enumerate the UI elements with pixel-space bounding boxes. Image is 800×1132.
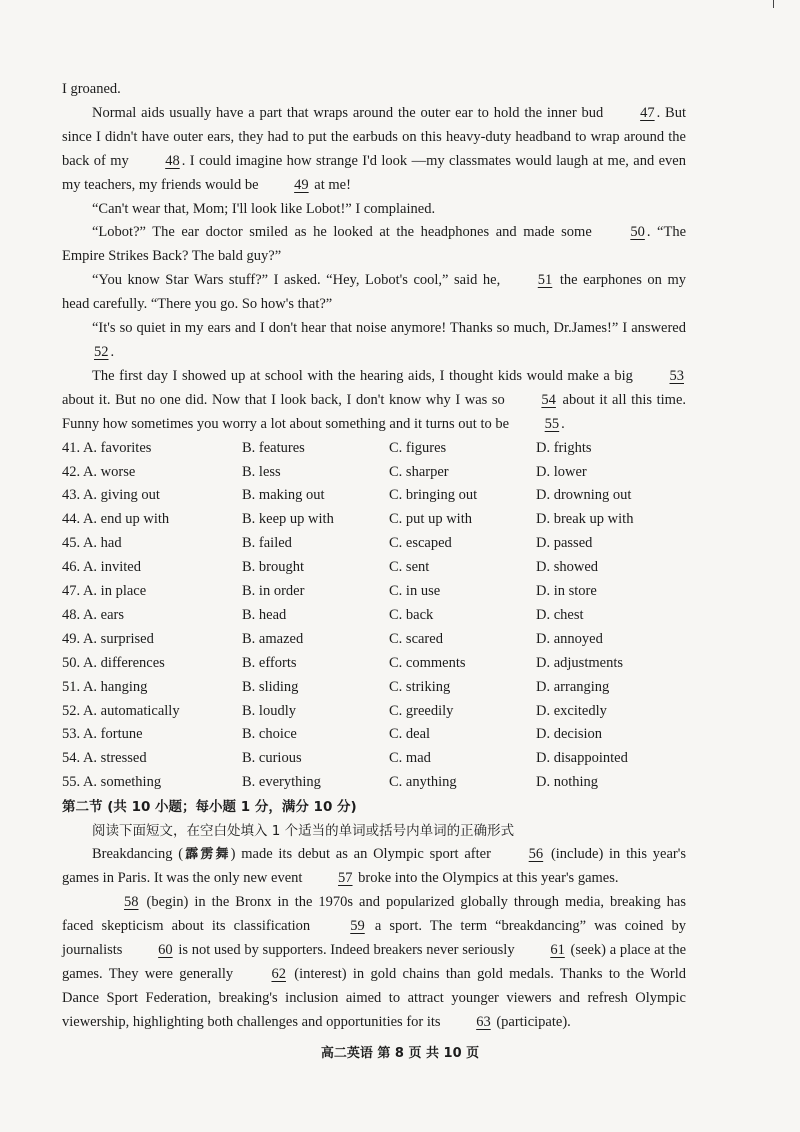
option-a-text: A. stressed — [82, 750, 147, 767]
option-c: C. escaped — [389, 535, 452, 552]
option-row — [62, 723, 686, 747]
question-number: 54. — [62, 750, 81, 767]
option-a-text: A. hanging — [82, 678, 148, 695]
blank-54: 54 — [541, 391, 556, 408]
option-a-text: A. invited — [82, 559, 141, 576]
option-row — [62, 580, 686, 604]
option-row — [62, 437, 686, 461]
question-number: 52. — [62, 702, 81, 719]
option-b: B. choice — [242, 726, 297, 743]
option-b: B. failed — [242, 535, 292, 552]
paragraph-groaned: I groaned. — [62, 81, 121, 97]
blank-55: 55 — [544, 415, 560, 432]
blank-60: 60 — [158, 941, 173, 958]
blank-51: 51 — [537, 272, 553, 289]
options-list — [62, 437, 686, 796]
blank-48: 48 — [165, 152, 180, 169]
option-a-text: A. end up with — [82, 511, 170, 528]
option-a-text: A. differences — [82, 654, 165, 671]
question-number: 42. — [62, 463, 81, 480]
paragraph-complained: “Can't wear that, Mom; I'll look like Lobot!” I complained. — [92, 200, 436, 217]
option-d: D. decision — [536, 726, 603, 743]
option-a — [62, 771, 242, 795]
option-row — [62, 461, 686, 485]
option-a-text: A. giving out — [82, 487, 160, 504]
blank-47: 47 — [640, 104, 655, 121]
blank-52: 52 — [94, 343, 109, 360]
option-a-text: A. in place — [82, 583, 147, 600]
option-c: C. bringing out — [389, 487, 478, 504]
exam-page — [62, 78, 686, 1034]
option-b: B. curious — [242, 750, 302, 767]
option-c: C. put up with — [389, 511, 472, 528]
option-b: B. keep up with — [242, 511, 334, 528]
option-c: C. sent — [389, 559, 430, 576]
option-a — [62, 484, 242, 508]
option-row — [62, 532, 686, 556]
option-c: C. anything — [389, 774, 457, 791]
question-number: 46. — [62, 559, 81, 576]
option-d: D. annoyed — [536, 630, 603, 647]
option-row — [62, 628, 686, 652]
option-b: B. less — [242, 463, 281, 480]
option-row — [62, 556, 686, 580]
blank-49: 49 — [294, 176, 309, 193]
option-a-text: A. had — [82, 535, 122, 552]
option-d: D. nothing — [536, 774, 599, 791]
paragraph-star-wars: “You know Star Wars stuff?” I asked. “Hey, Lobot's cool,” said he, 51 the earphones on my head carefully. “There you go. So how's that?” — [62, 269, 686, 317]
option-row — [62, 508, 686, 532]
question-number: 43. — [62, 487, 81, 504]
option-a-text: A. something — [82, 774, 162, 791]
option-a-text: A. fortune — [82, 726, 143, 743]
page-footer: 高二英语 第 8 页 共 10 页 — [320, 1046, 480, 1061]
option-c: C. figures — [389, 439, 447, 456]
option-a — [62, 437, 242, 461]
option-c: C. mad — [389, 750, 431, 767]
paragraph-breakdancing: Breakdancing (霹雳舞) made its debut as an Olympic sport after 56 (include) in this year's games in Paris. It was the only new event 57 broke into the Olympics at this year's games. — [62, 843, 686, 891]
option-b: B. amazed — [242, 630, 304, 647]
option-a — [62, 461, 242, 485]
option-a-text: A. worse — [82, 463, 136, 480]
question-number: 45. — [62, 535, 81, 552]
option-row — [62, 652, 686, 676]
option-a — [62, 747, 242, 771]
option-d: D. disappointed — [536, 750, 628, 767]
option-a — [62, 652, 242, 676]
option-a — [62, 628, 242, 652]
option-a — [62, 700, 242, 724]
paragraph-lobot: “Lobot?” The ear doctor smiled as he looked at the headphones and made some 50 . “The Empire Strikes Back? The bald guy?” — [62, 221, 686, 269]
paragraph-quiet: “It's so quiet in my ears and I don't hear that noise anymore! Thanks so much, Dr.James!” I answered 52 . — [62, 317, 686, 365]
paragraph-ears: Normal aids usually have a part that wraps around the outer ear to hold the inner bud 47 . But since I didn't have outer ears, they had to put the earbuds on this heavy-duty headband to wrap around the back of my 48 . I could imagine how strange I'd look —my classmates would laugh at me, and even my teachers, my friends would be 49 at me! — [62, 102, 686, 198]
option-c: C. sharper — [389, 463, 449, 480]
option-b: B. sliding — [242, 678, 299, 695]
option-c: C. scared — [389, 630, 443, 647]
blank-56: 56 — [528, 846, 544, 863]
option-d: D. excitedly — [536, 702, 607, 719]
option-d: D. showed — [536, 559, 599, 576]
option-row — [62, 747, 686, 771]
question-number: 53. — [62, 726, 81, 743]
option-a — [62, 556, 242, 580]
option-row — [62, 484, 686, 508]
option-row — [62, 771, 686, 795]
option-b: B. in order — [242, 583, 305, 600]
option-a-text: A. favorites — [82, 439, 152, 456]
paragraph-bronx: 58 (begin) in the Bronx in the 1970s and popularized globally through media, breaking has faced skepticism about its classification 59 a sport. The term “breakdancing” was coined by journalists 60 is not used by supporters. Indeed breakers never seriously 61 (seek) a place at the games. They were generally 62 (interest) in gold chains than gold medals. Thanks to the World Dance Sport Federation, breaking's inclusion aimed to attract younger viewers and refresh Olympic viewership, highlighting both challenges and opportunities for its 63 (participate). — [62, 891, 686, 1034]
option-d: D. drowning out — [536, 487, 632, 504]
option-c: C. striking — [389, 678, 451, 695]
option-a-text: A. automatically — [82, 702, 180, 719]
option-d: D. in store — [536, 583, 597, 600]
option-c: C. greedily — [389, 702, 454, 719]
option-row — [62, 676, 686, 700]
option-a-text: A. surprised — [82, 630, 154, 647]
option-b: B. head — [242, 606, 287, 623]
option-b: B. loudly — [242, 702, 296, 719]
option-a — [62, 532, 242, 556]
option-a — [62, 676, 242, 700]
edge-mark — [773, 0, 774, 8]
option-d: D. break up with — [536, 511, 634, 528]
option-a — [62, 508, 242, 532]
question-number: 49. — [62, 630, 81, 647]
option-d: D. arranging — [536, 678, 610, 695]
option-a — [62, 580, 242, 604]
blank-59: 59 — [350, 917, 365, 934]
option-d: D. chest — [536, 606, 584, 623]
option-b: B. making out — [242, 487, 325, 504]
option-b: B. efforts — [242, 654, 297, 671]
question-number: 47. — [62, 583, 81, 600]
option-c: C. back — [389, 606, 434, 623]
option-b: B. features — [242, 439, 305, 456]
option-c: C. in use — [389, 583, 441, 600]
option-d: D. adjustments — [536, 654, 623, 671]
question-number: 51. — [62, 678, 81, 695]
question-number: 55. — [62, 774, 81, 791]
option-a — [62, 604, 242, 628]
section2-instruction: 阅读下面短文，在空白处填入 1 个适当的单词或括号内单词的正确形式 — [92, 823, 515, 840]
option-c: C. comments — [389, 654, 466, 671]
option-b: B. brought — [242, 559, 305, 576]
question-number: 50. — [62, 654, 81, 671]
blank-58: 58 — [124, 894, 139, 910]
question-number: 44. — [62, 511, 81, 528]
blank-63: 63 — [476, 1013, 491, 1030]
option-d: D. frights — [536, 439, 592, 456]
option-row — [62, 604, 686, 628]
question-number: 41. — [62, 439, 81, 456]
option-d: D. lower — [536, 463, 587, 480]
blank-57: 57 — [338, 870, 353, 887]
section2-heading: 第二节 (共 10 小题；每小题 1 分，满分 10 分) — [62, 799, 357, 816]
option-a — [62, 723, 242, 747]
blank-53: 53 — [669, 367, 684, 384]
option-b: B. everything — [242, 774, 321, 791]
option-d: D. passed — [536, 535, 593, 552]
blank-50: 50 — [630, 224, 645, 241]
paragraph-first-day: The first day I showed up at school with the hearing aids, I thought kids would make a big 53 about it. But no one did. Now that I look back, I don't know why I was so 54 about it all this time. Funny how sometimes you worry a lot about something and it turns out to be 55 . — [62, 365, 686, 437]
question-number: 48. — [62, 606, 81, 623]
blank-61: 61 — [550, 941, 565, 958]
option-c: C. deal — [389, 726, 431, 743]
blank-62: 62 — [271, 965, 286, 982]
option-row — [62, 700, 686, 724]
option-a-text: A. ears — [82, 606, 125, 623]
